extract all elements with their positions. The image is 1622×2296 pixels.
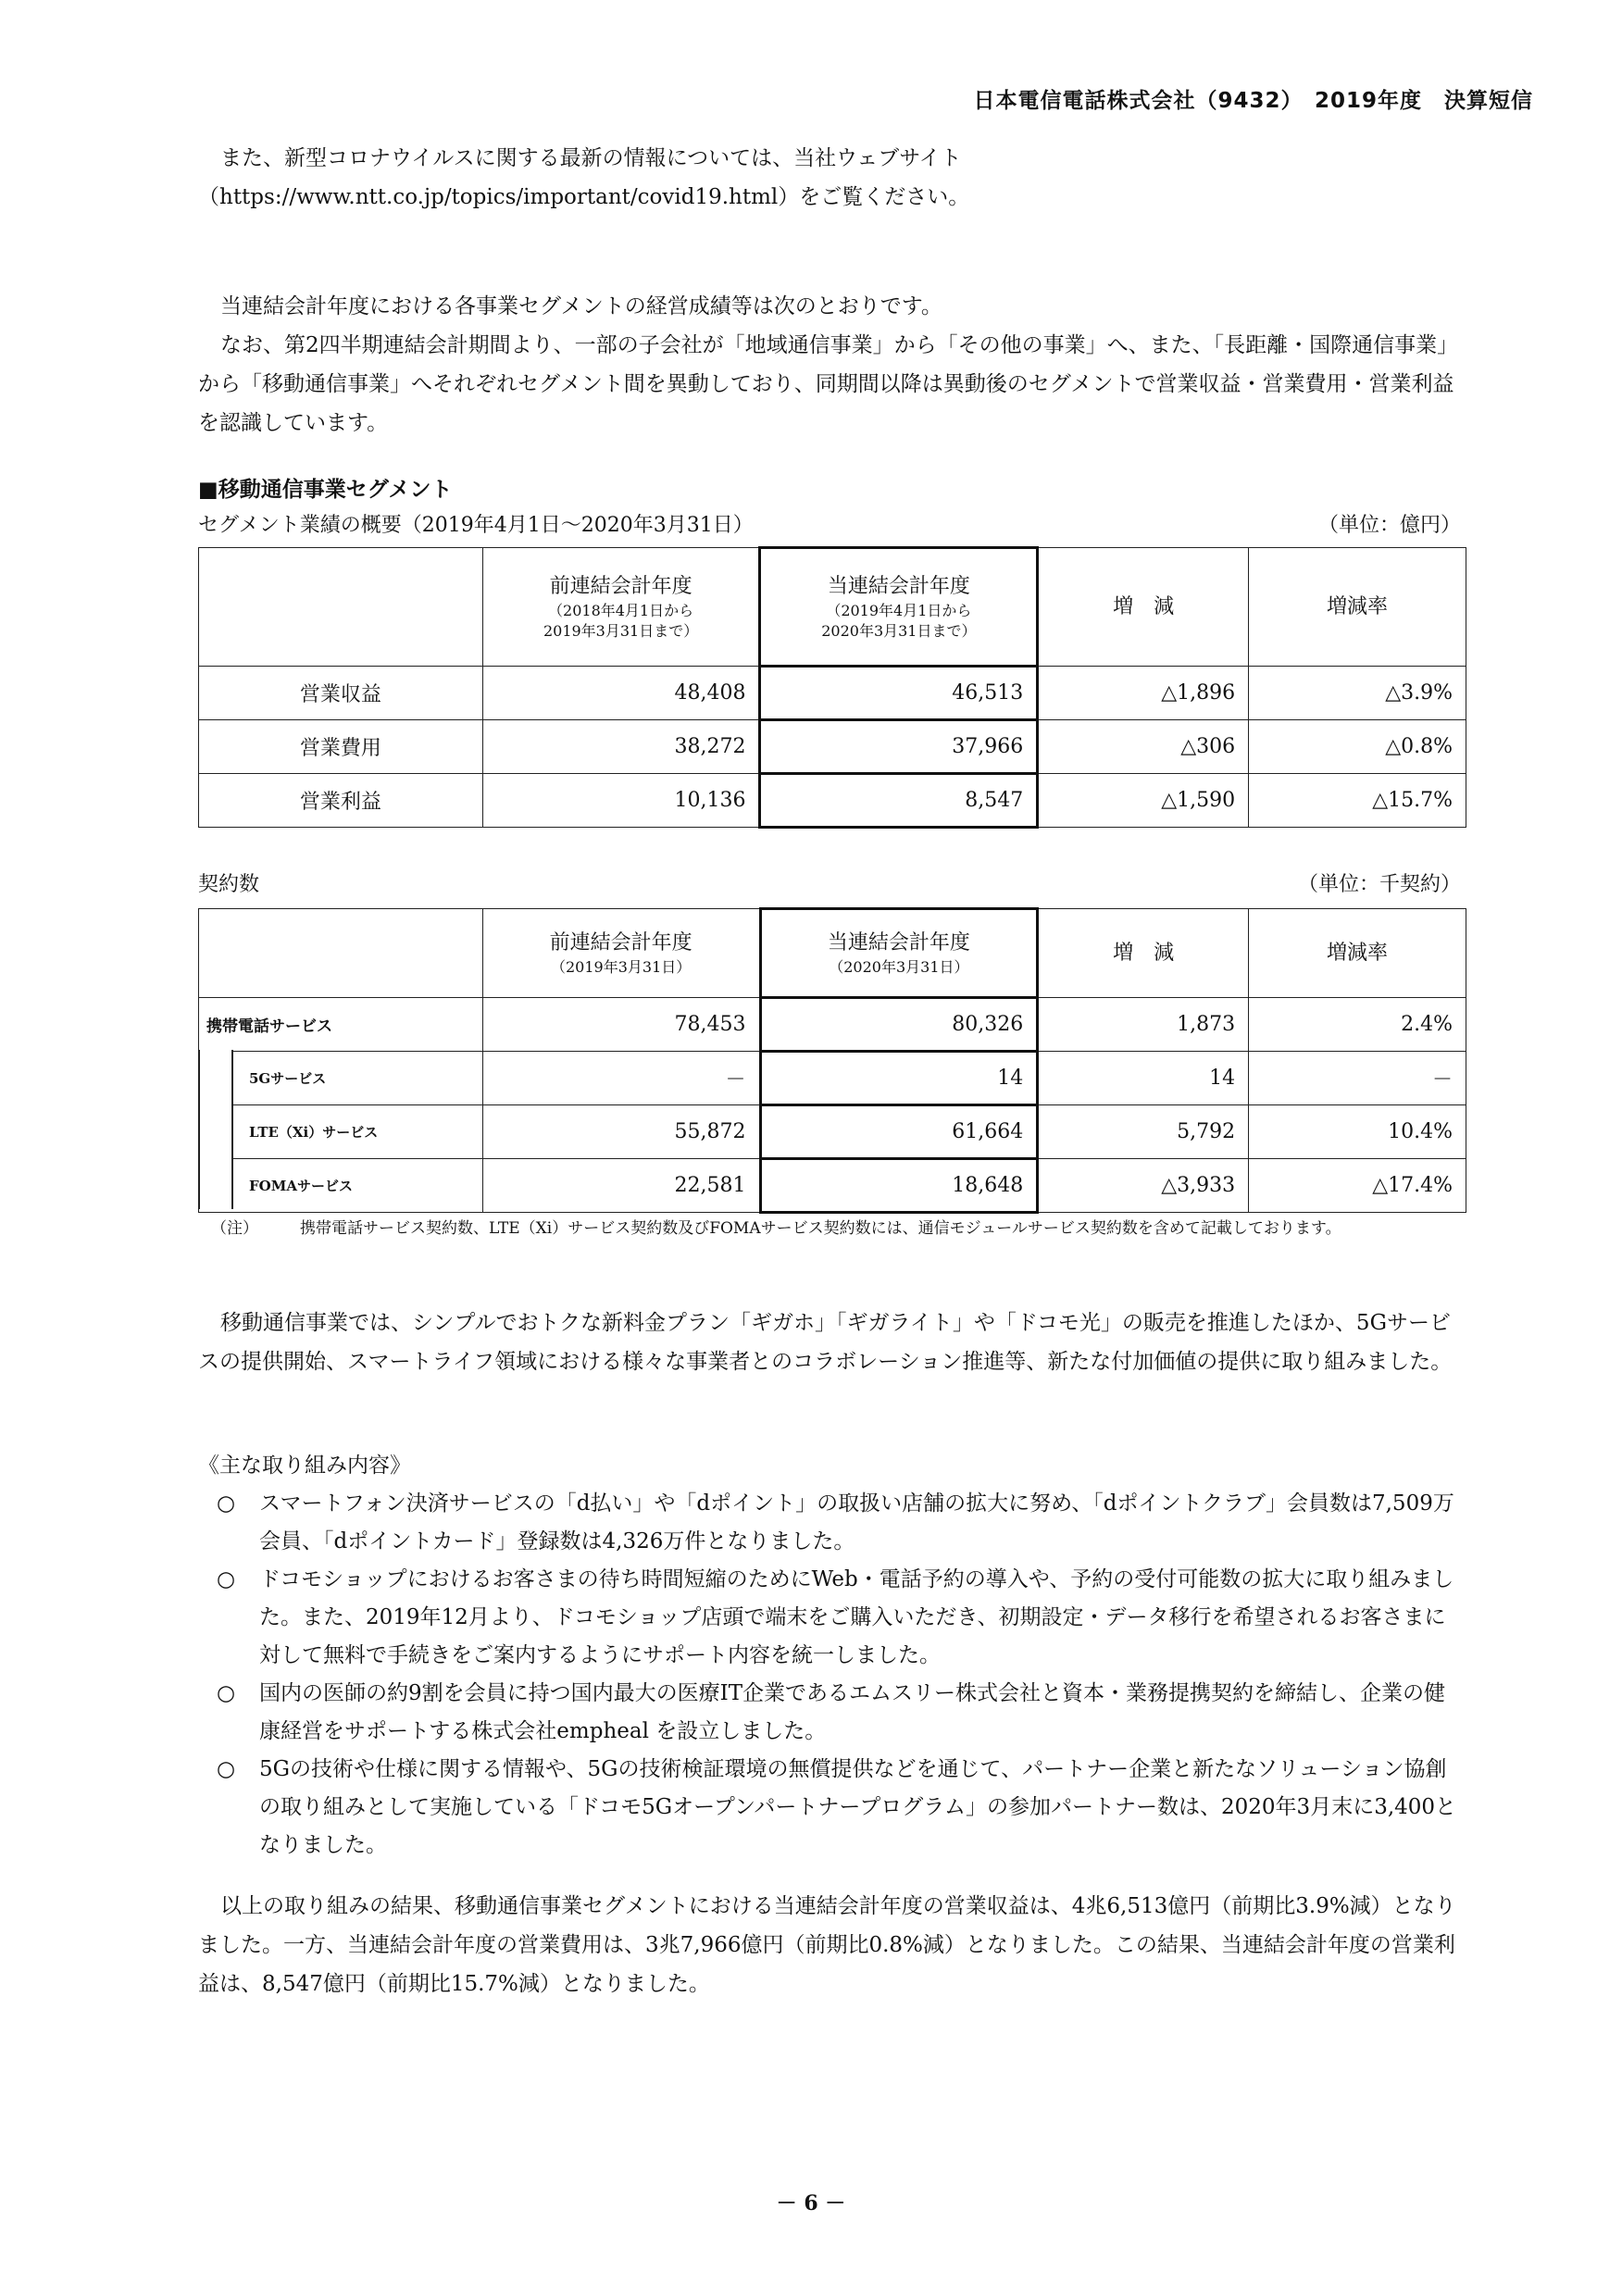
cell-prev: 48,408: [482, 667, 760, 720]
list-item: [217, 1561, 1466, 1675]
cell-prev: －: [482, 1052, 760, 1105]
intro-line: また、新型コロナウイルスに関する最新の情報については、当社ウェブサイト: [220, 146, 962, 170]
cell-cur: 46,513: [760, 667, 1038, 720]
initiatives-list: [217, 1485, 1466, 1865]
subscriptions-table: [198, 907, 1466, 1214]
cell-prev: 38,272: [482, 720, 760, 774]
header-label: 前連結会計年度: [549, 574, 692, 598]
cell-rate: △0.8%: [1249, 720, 1466, 774]
document-header: 日本電信電話株式会社（9432） 2019年度 決算短信: [973, 89, 1533, 113]
table-row: [199, 1105, 1466, 1159]
intro-paragraph: [198, 139, 1466, 217]
table-header-prev: [482, 548, 760, 667]
header-label: 当連結会計年度: [827, 930, 970, 955]
table-row: [199, 1159, 1466, 1213]
table-header-row: [199, 909, 1466, 998]
table-header-empty: [199, 909, 483, 998]
results-summary-paragraph: [198, 1887, 1466, 2003]
table1-caption: セグメント業績の概要（2019年4月1日～2020年3月31日）: [198, 514, 754, 537]
note-text: 携帯電話サービス契約数、LTE（Xi）サービス契約数及びFOMAサービス契約数には、通信モジュールサービス契約数を含めて記載しております。: [300, 1219, 1341, 1238]
circle-bullet-icon: ○: [217, 1757, 236, 1781]
cell-cur: 61,664: [760, 1105, 1038, 1159]
cell-diff: △3,933: [1038, 1159, 1249, 1213]
cell-cur: 37,966: [760, 720, 1038, 774]
table1-caption-row: [198, 509, 1466, 538]
table-row: [199, 998, 1466, 1052]
table-header-cur: [760, 548, 1038, 667]
table-row: [199, 720, 1466, 774]
table-row: [199, 1052, 1466, 1105]
paragraph: なお、第2四半期連結会計期間より、一部の子会社が「地域通信事業」から「その他の事業」へ、また、「長距離・国際通信事業」から「移動通信事業」へそれぞれセグメント間を異動しており、同期間以降は異動後のセグメントで営業収益・営業費用・営業利益を認識しています。: [198, 333, 1459, 435]
cell-diff: △1,896: [1038, 667, 1249, 720]
table2-unit: （単位：千契約）: [1297, 873, 1461, 896]
table-header-row: [199, 548, 1466, 667]
cell-rate: △15.7%: [1249, 774, 1466, 828]
cell-rate: △17.4%: [1249, 1159, 1466, 1213]
header-sub: 2020年3月31日まで）: [821, 621, 977, 640]
table-header-cur: [760, 909, 1038, 998]
cell-cur: 18,648: [760, 1159, 1038, 1213]
list-item: [217, 1485, 1466, 1561]
header-sub: （2020年3月31日）: [829, 957, 969, 976]
cell-diff: 1,873: [1038, 998, 1249, 1052]
circle-bullet-icon: ○: [217, 1681, 236, 1705]
cell-prev: 55,872: [482, 1105, 760, 1159]
list-item: [217, 1751, 1466, 1865]
subrow-indent-line: [231, 1050, 233, 1209]
header-label: 前連結会計年度: [549, 930, 692, 955]
header-sub: （2018年4月1日から: [548, 601, 694, 619]
row-label: 営業収益: [199, 667, 483, 720]
list-item-text: ドコモショップにおけるお客さまの待ち時間短縮のためにWeb・電話予約の導入や、予約の受付可能数の拡大に取り組みました。また、2019年12月より、ドコモショップ店頭で端末をご購入いただき、初期設定・データ移行を希望されるお客さまに対して無料で手続きをご案内するようにサポート内容を統一しました。: [259, 1567, 1454, 1667]
cell-cur: 14: [760, 1052, 1038, 1105]
cell-rate: －: [1249, 1052, 1466, 1105]
table-header-diff: 増 減: [1038, 909, 1249, 998]
cell-prev: 78,453: [482, 998, 760, 1052]
cell-diff: 5,792: [1038, 1105, 1249, 1159]
cell-rate: △3.9%: [1249, 667, 1466, 720]
segment-intro: [198, 287, 1466, 443]
circle-bullet-icon: ○: [217, 1491, 236, 1516]
paragraph: 以上の取り組みの結果、移動通信事業セグメントにおける当連結会計年度の営業収益は、4兆6,513億円（前期比3.9%減）となりました。一方、当連結会計年度の営業費用は、3兆7,966億円（前期比0.8%減）となりました。この結果、当連結会計年度の営業利益は、8,547億円（前期比15.7%減）となりました。: [198, 1894, 1456, 1996]
cell-rate: 2.4%: [1249, 998, 1466, 1052]
note-mark: （注）: [211, 1219, 258, 1238]
list-item: [217, 1675, 1466, 1751]
cell-cur: 80,326: [760, 998, 1038, 1052]
cell-diff: 14: [1038, 1052, 1249, 1105]
subrow-indent-mask: [199, 1050, 232, 1209]
cell-prev: 10,136: [482, 774, 760, 828]
table-header-diff: 増 減: [1038, 548, 1249, 667]
table-row: [199, 774, 1466, 828]
list-item-text: 5Gの技術や仕様に関する情報や、5Gの技術検証環境の無償提供などを通じて、パートナー企業と新たなソリューション協創の取り組みとして実施している「ドコモ5Gオープンパートナープログラム」の参加パートナー数は、2020年3月末に3,400となりました。: [259, 1757, 1457, 1857]
table-header-rate: 増減率: [1249, 548, 1466, 667]
paragraph: 当連結会計年度における各事業セグメントの経営成績等は次のとおりです。: [220, 294, 942, 318]
header-label: 当連結会計年度: [827, 574, 970, 598]
header-sub: （2019年4月1日から: [826, 601, 972, 619]
circle-bullet-icon: ○: [217, 1567, 236, 1591]
row-label: 営業費用: [199, 720, 483, 774]
cell-diff: △1,590: [1038, 774, 1249, 828]
table-header-prev: [482, 909, 760, 998]
section-title: ■移動通信事業セグメント: [198, 478, 453, 502]
cell-rate: 10.4%: [1249, 1105, 1466, 1159]
cell-cur: 8,547: [760, 774, 1038, 828]
list-item-text: スマートフォン決済サービスの「d払い」や「dポイント」の取扱い店舗の拡大に努め、「dポイントクラブ」会員数は7,509万会員、「dポイントカード」登録数は4,326万件となりました。: [259, 1491, 1454, 1554]
header-sub: 2019年3月31日まで）: [543, 621, 699, 640]
cell-prev: 22,581: [482, 1159, 760, 1213]
table2-caption: 契約数: [198, 873, 260, 896]
table1-unit: （単位：億円）: [1317, 514, 1461, 537]
table-header-rate: 増減率: [1249, 909, 1466, 998]
header-sub: （2019年3月31日）: [551, 957, 692, 976]
row-label: 営業利益: [199, 774, 483, 828]
paragraph: 移動通信事業では、シンプルでおトクな新料金プラン「ギガホ」「ギガライト」や「ドコモ光」の販売を推進したほか、5Gサービスの提供開始、スマートライフ領域における様々な事業者とのコラボレーション推進等、新たな付加価値の提供に取り組みました。: [198, 1311, 1453, 1374]
list-item-text: 国内の医師の約9割を会員に持つ国内最大の医療IT企業であるエムスリー株式会社と資本・業務提携契約を締結し、企業の健康経営をサポートする株式会社empheal を設立しました。: [259, 1681, 1446, 1743]
table2-caption-row: [198, 868, 1466, 897]
subheading: 《主な取り組み内容》: [198, 1454, 411, 1478]
table-row: [199, 667, 1466, 720]
row-label: FOMAサービス: [199, 1159, 483, 1213]
main-initiatives-title: [198, 1446, 1466, 1485]
row-label: 5Gサービス: [199, 1052, 483, 1105]
segment-results-table: [198, 546, 1466, 829]
row-label: LTE（Xi）サービス: [199, 1105, 483, 1159]
cell-diff: △306: [1038, 720, 1249, 774]
mobile-business-paragraph: [198, 1304, 1466, 1381]
page-number: － 6 －: [776, 2191, 846, 2215]
table-header-empty: [199, 548, 483, 667]
row-label: 携帯電話サービス: [199, 998, 483, 1052]
intro-line: （https://www.ntt.co.jp/topics/important/covid19.html）をご覧ください。: [198, 185, 970, 209]
